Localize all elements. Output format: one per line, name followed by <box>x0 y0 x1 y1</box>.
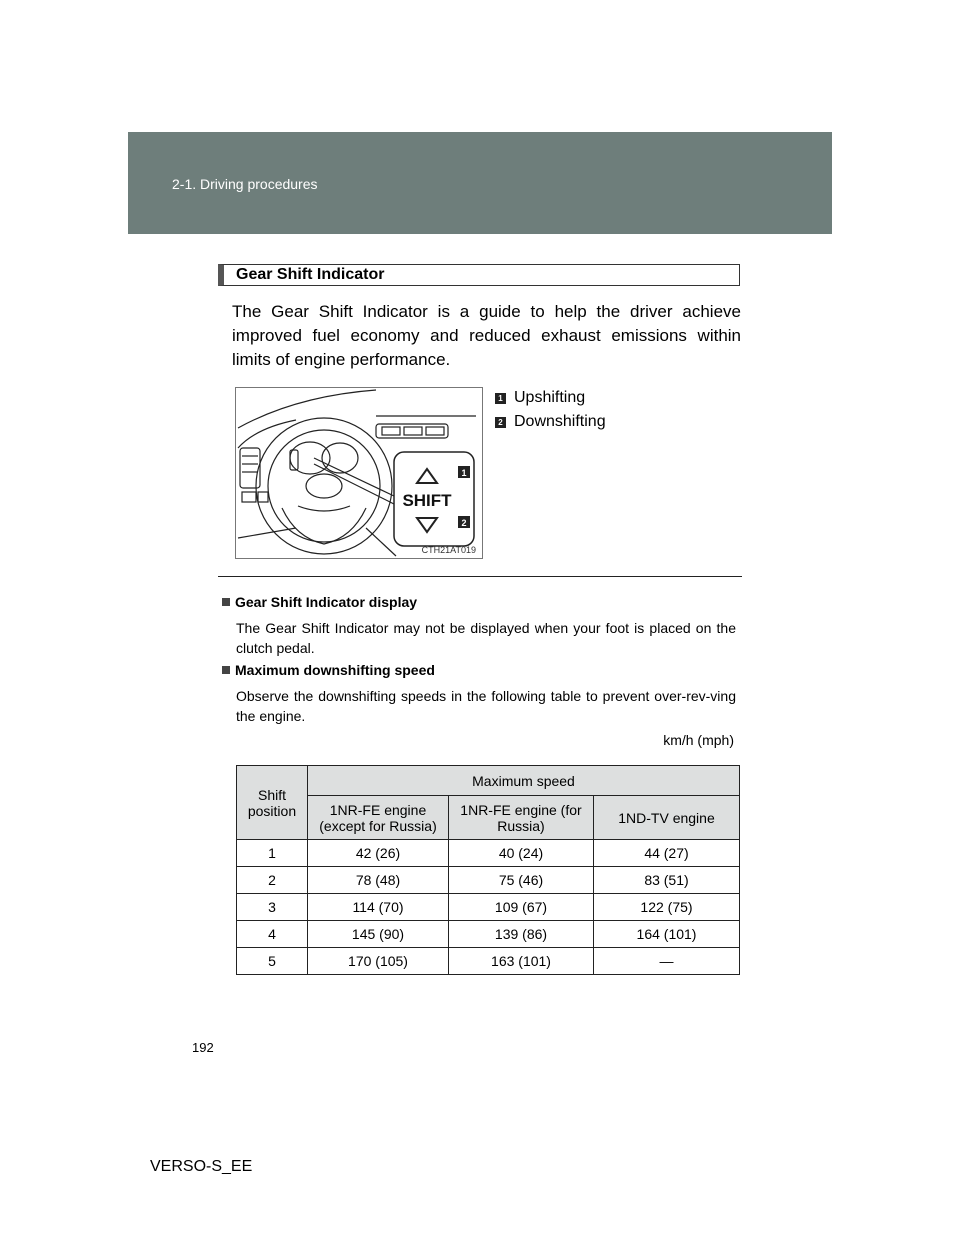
svg-text:1: 1 <box>461 468 467 478</box>
shift-text: SHIFT <box>402 491 452 510</box>
table-cell: 163 (101) <box>449 948 594 975</box>
table-row <box>237 948 740 975</box>
square-bullet-icon <box>222 666 230 674</box>
table-cell: 83 (51) <box>594 867 740 894</box>
max-downshift-speed-table <box>236 765 740 975</box>
gear-shift-illustration <box>235 387 483 559</box>
intro-paragraph: The Gear Shift Indicator is a guide to help the driver achieve improved fuel economy and reduced exhaust emissions within limits of engine performance. <box>232 302 741 369</box>
table-cell: 42 (26) <box>308 840 449 867</box>
table-row <box>237 867 740 894</box>
page-number: 192 <box>192 1040 214 1055</box>
table-cell: 1 <box>237 840 308 867</box>
header-shift-position: Shift position <box>237 766 308 840</box>
note-body: Observe the downshifting speeds in the following table to prevent over-rev-ving the engine. <box>236 688 736 724</box>
table-cell: 2 <box>237 867 308 894</box>
column-header: 1ND-TV engine <box>594 796 740 840</box>
legend-number-badge: 1 <box>495 393 506 404</box>
model-code: VERSO-S_EE <box>150 1158 253 1175</box>
table-units: km/h (mph) <box>663 732 734 748</box>
table-cell: 122 (75) <box>594 894 740 921</box>
figure-code: CTH21AT019 <box>421 545 476 555</box>
section-title: Gear Shift Indicator <box>236 266 385 283</box>
legend-label: Downshifting <box>514 413 606 430</box>
column-header: 1NR-FE engine (for Russia) <box>449 796 594 840</box>
legend-number-badge: 2 <box>495 417 506 428</box>
table-cell: — <box>594 948 740 975</box>
table-cell: 40 (24) <box>449 840 594 867</box>
table-cell: 44 (27) <box>594 840 740 867</box>
legend-item-downshifting <box>495 410 606 434</box>
figure-legend <box>495 386 606 434</box>
table-cell: 164 (101) <box>594 921 740 948</box>
square-bullet-icon <box>222 598 230 606</box>
table-row <box>237 894 740 921</box>
table-cell: 78 (48) <box>308 867 449 894</box>
svg-text:2: 2 <box>461 518 467 528</box>
note-heading: Maximum downshifting speed <box>222 662 435 678</box>
section-divider <box>218 576 742 577</box>
legend-label: Upshifting <box>514 389 586 406</box>
section-heading-box <box>218 264 740 286</box>
column-header: 1NR-FE engine (except for Russia) <box>308 796 449 840</box>
table-cell: 75 (46) <box>449 867 594 894</box>
note-heading: Gear Shift Indicator display <box>222 594 417 610</box>
dashboard-drawing <box>236 388 482 558</box>
table-cell: 139 (86) <box>449 921 594 948</box>
table-cell: 5 <box>237 948 308 975</box>
table-cell: 109 (67) <box>449 894 594 921</box>
table-cell: 170 (105) <box>308 948 449 975</box>
table-cell: 145 (90) <box>308 921 449 948</box>
table-cell: 3 <box>237 894 308 921</box>
table-row <box>237 840 740 867</box>
note-body: The Gear Shift Indicator may not be displayed when your foot is placed on the clutch pedal. <box>236 620 736 656</box>
header-maximum-speed: Maximum speed <box>308 766 740 796</box>
table-row <box>237 921 740 948</box>
table-cell: 4 <box>237 921 308 948</box>
chapter-section-title: 2-1. Driving procedures <box>172 176 318 192</box>
table-cell: 114 (70) <box>308 894 449 921</box>
legend-item-upshifting <box>495 386 606 410</box>
